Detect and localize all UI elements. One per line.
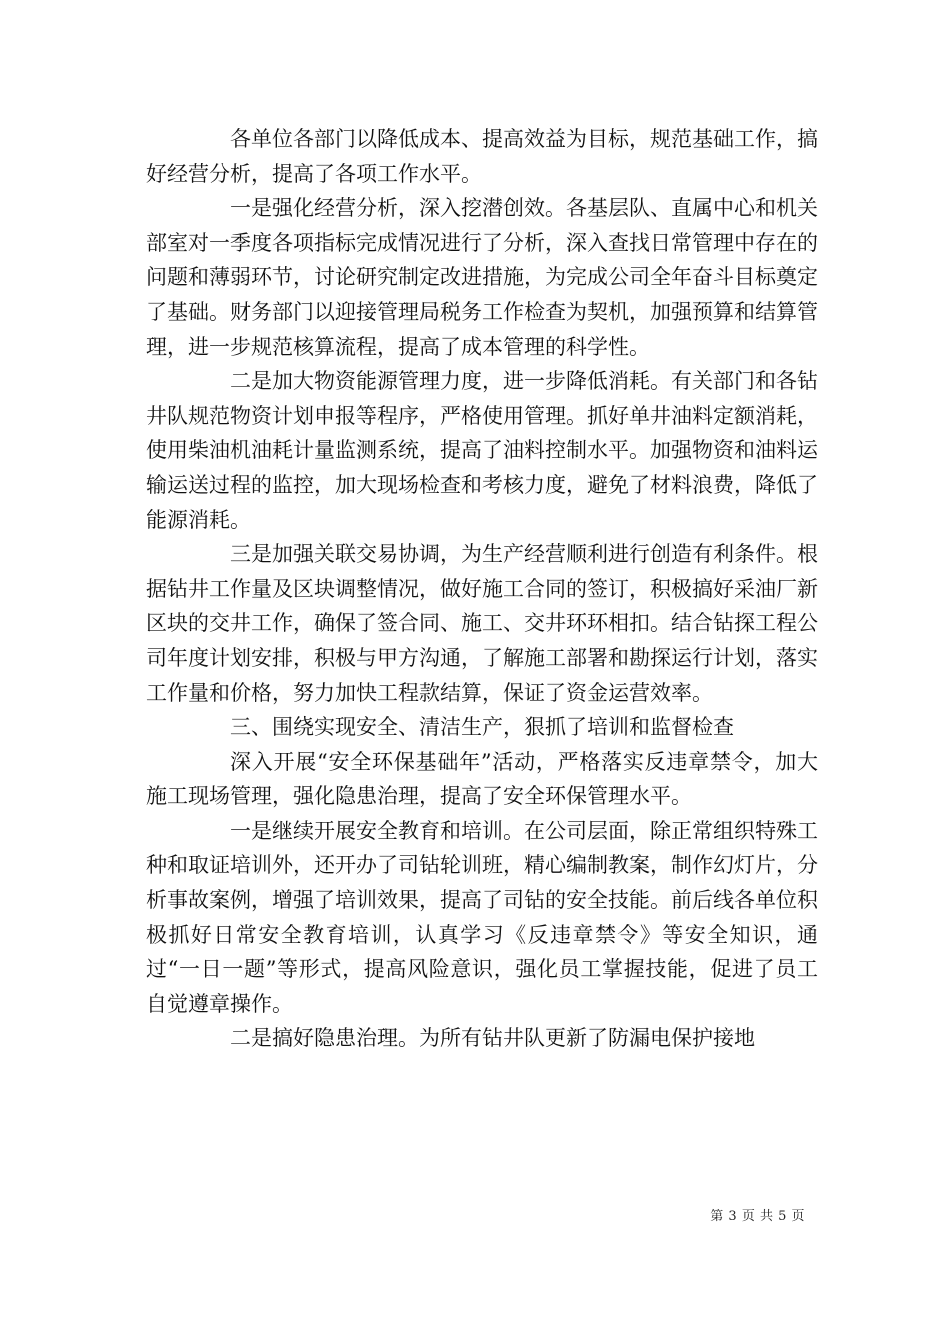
paragraph-related-transactions: 三是加强关联交易协调，为生产经营顺利进行创造有利条件。根据钻井工作量及区块调整情况，做好施工合同的签订，积极搞好采油厂新区块的交井工作，确保了签合同、施工、交井环环相扣。结合钻探工程公司年度计划安排，积极与甲方沟通，了解施工部署和勘探运行计划，落实工作量和价格，努力加快工程款结算，保证了资金运营效率。 — [146, 542, 818, 705]
paragraph-material-energy: 二是加大物资能源管理力度，进一步降低消耗。有关部门和各钻井队规范物资计划申报等程序，严格使用管理。抓好单井油料定额消耗，使用柴油机油耗计量监测系统，提高了油料控制水平。加强物资和油料运输运送过程的监控，加大现场检查和考核力度，避免了材料浪费，降低了能源消耗。 — [146, 369, 818, 532]
body-text — [146, 122, 818, 1056]
page-number-footer: 第 3 页 共 5 页 — [710, 1209, 805, 1224]
paragraph-cost-reduction-intro: 各单位各部门以降低成本、提高效益为目标，规范基础工作，搞好经营分析，提高了各项工作水平。 — [146, 127, 818, 186]
paragraph-safety-intro: 深入开展“安全环保基础年”活动，严格落实反违章禁令，加大施工现场管理，强化隐患治理，提高了安全环保管理水平。 — [146, 749, 818, 809]
section-heading-safety: 三、围绕实现安全、清洁生产，狠抓了培训和监督检查 — [230, 715, 734, 740]
paragraph-hazard-control: 二是搞好隐患治理。为所有钻井队更新了防漏电保护接地 — [230, 1026, 755, 1051]
paragraph-operations-analysis: 一是强化经营分析，深入挖潜创效。各基层队、直属中心和机关部室对一季度各项指标完成情况进行了分析，深入查找日常管理中存在的问题和薄弱环节，讨论研究制定改进措施，为完成公司全年奋斗目标奠定了基础。财务部门以迎接管理局税务工作检查为契机，加强预算和结算管理，进一步规范核算流程，提高了成本管理的科学性。 — [146, 196, 818, 359]
paragraph-safety-training: 一是继续开展安全教育和培训。在公司层面，除正常组织特殊工种和取证培训外，还开办了司钻轮训班，精心编制教案，制作幻灯片，分析事故案例，增强了培训效果，提高了司钻的安全技能。前后线各单位积极抓好日常安全教育培训，认真学习《反违章禁令》等安全知识，通过“一日一题”等形式，提高风险意识，强化员工掌握技能，促进了员工自觉遵章操作。 — [146, 818, 818, 1016]
